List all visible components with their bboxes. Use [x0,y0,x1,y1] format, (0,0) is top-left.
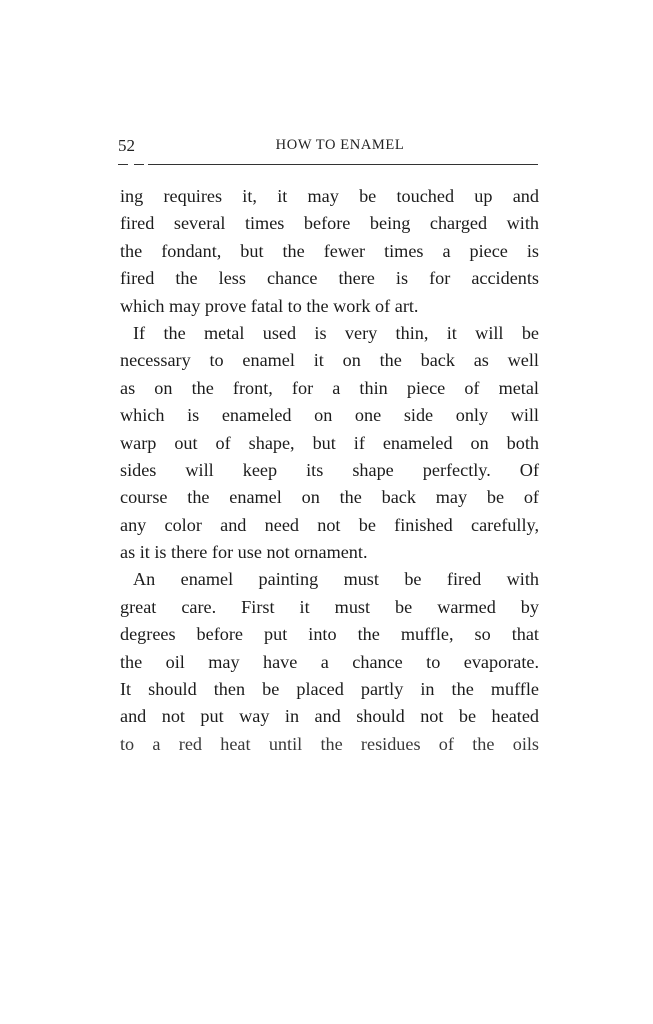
body-text [120,183,539,758]
text-line: necessary to enamel it on the back as well [120,350,539,371]
text-line: fired several times before being charged with [120,213,539,234]
paragraph [120,566,539,758]
text-line: An enamel painting must be fired with [133,569,539,590]
text-line: ing requires it, it may be touched up and [120,186,539,206]
text-line: as on the front, for a thin piece of metal [120,377,539,398]
text-line: the fondant, but the fewer times a piece is [120,240,539,261]
text-line: to a red heat until the residues of the oils [120,733,539,754]
text-line: degrees before put into the muffle, so that [120,624,539,645]
paragraph [120,183,539,320]
text-line: great care. First it must be warmed by [120,596,539,617]
text-line: which may prove fatal to the work of art. [120,295,419,316]
page-number: 52 [118,136,135,155]
text-line: fired the less chance there is for accidents [120,268,539,289]
rule-break [144,163,148,167]
text-line: It should then be placed partly in the muffle [120,679,539,700]
text-line: as it is there for use not ornament. [120,542,368,563]
text-line: and not put way in and should not be heated [120,706,539,727]
header-rule [118,164,538,165]
text-line: sides will keep its shape perfectly. Of [120,459,539,480]
text-line: which is enameled on one side only will [120,405,539,426]
running-head [118,136,538,158]
text-line: If the metal used is very thin, it will be [133,322,539,343]
paragraph [120,320,539,567]
rule-break [128,163,134,167]
running-title: HOW TO ENAMEL [275,137,405,153]
text-line: course the enamel on the back may be of [120,487,539,508]
text-line: any color and need not be finished carefully, [120,514,539,535]
text-line: the oil may have a chance to evaporate. [120,651,539,672]
text-line: warp out of shape, but if enameled on both [120,432,539,453]
